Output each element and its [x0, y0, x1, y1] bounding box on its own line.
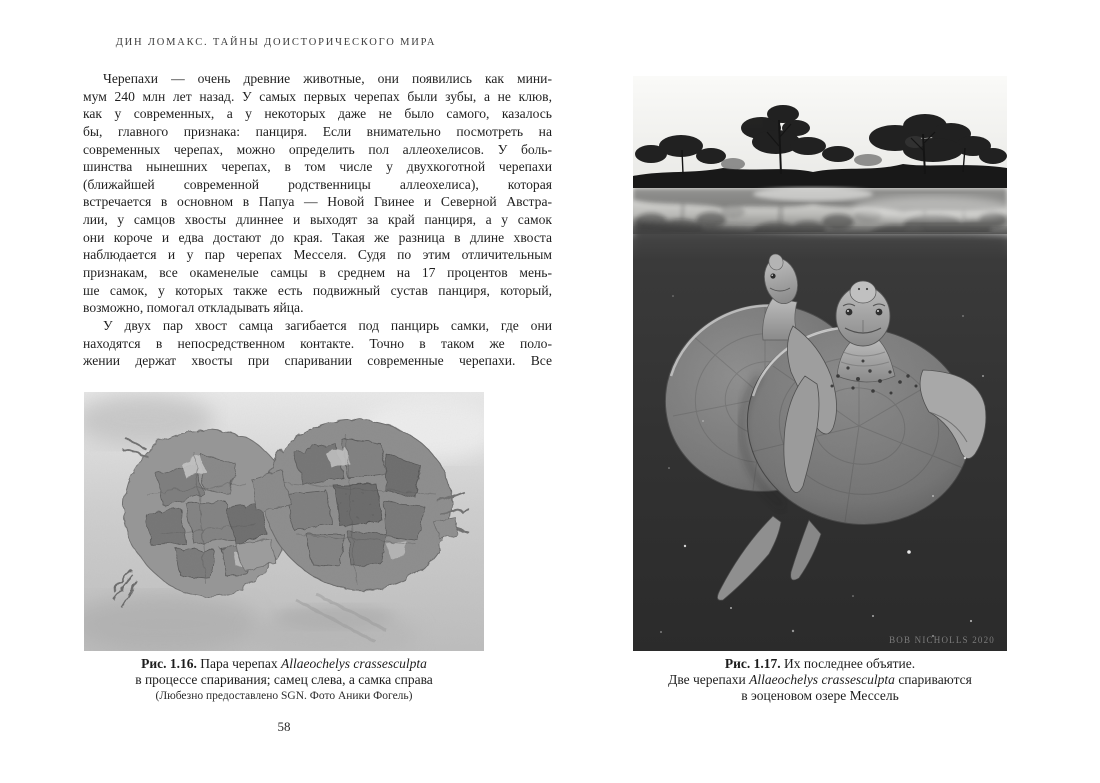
body-text-line: лии, у самцов хвосты длиннее и выходят за край панциря, а у самок: [83, 212, 552, 228]
body-text-line: жении держат хвосты при спаривании современные черепахи. Все: [83, 353, 552, 369]
figure-1-17-caption-lines: [633, 656, 1007, 704]
fossil-photo-image: [84, 392, 484, 651]
page-number: 58: [277, 719, 291, 734]
figure-1-16-caption: [84, 656, 484, 704]
figure-1-16-credit: (Любезно предоставлено SGN. Фото Аники Фогель): [155, 690, 413, 702]
caption-line: Рис. 1.16. Пара черепах Allaeochelys crassesculpta: [141, 656, 427, 671]
caption-line: Рис. 1.17. Их последнее объятие.: [724, 656, 916, 671]
body-text-line: (ближайшей современной родственницы аллеохелиса), которая: [83, 176, 552, 192]
running-header: ДИН ЛОМАКС. ТАЙНЫ ДОИСТОРИЧЕСКОГО МИРА: [115, 37, 437, 48]
body-text-line: встречается в основном в Папуа — Новой Гвинее и Северной Австра-: [83, 194, 552, 210]
body-text-line: мум 240 млн лет назад. У самых первых черепах были зубы, а не клюв,: [83, 88, 552, 104]
caption-line: Две черепахи Allaeochelys crassesculpta спариваются: [668, 672, 972, 687]
body-text-line: наблюдается и у пар черепах Месселя. Судя по этим отличительным: [83, 247, 552, 263]
body-text-line: ше самок, у которых также есть подвижный сустав панциря, который,: [83, 282, 552, 298]
caption-line: в эоценовом озере Мессель: [741, 688, 899, 703]
fossil-photo: [84, 392, 484, 651]
figure-1-17-caption: [633, 656, 1007, 704]
body-text-line: бы, главного признака: панциря. Если внимательно посмотреть на: [83, 123, 552, 139]
body-text-line: Черепахи — очень древние животные, они появились как мини-: [103, 71, 552, 86]
body-text-line: шинства нынешних черепах, в том числе у двухкоготной черепахи: [83, 159, 552, 175]
caption-line: в процессе спаривания; самец слева, а самка справа: [135, 672, 433, 687]
body-text-line: У двух пар хвост самца загибается под панцирь самки, где они: [103, 317, 552, 333]
turtle-illustration-image: [633, 76, 1007, 651]
turtle-illustration: [633, 76, 1007, 651]
body-text-line: они короче и едва достают до края. Такая же разница в длине хвоста: [83, 229, 552, 245]
body-text: [83, 70, 552, 370]
figure-1-16-caption-lines: [84, 656, 484, 688]
artist-signature: Bob Nicholls 2020: [889, 635, 995, 645]
body-text-line: современных черепах, можно определить пол аллеохелисов. У боль-: [83, 141, 552, 157]
body-text-line: находятся в непосредственном контакте. Точно в таком же поло-: [83, 335, 552, 351]
body-text-line: возможно, помогал откладывать яйца.: [83, 300, 304, 316]
body-text-line: как у современных, а у некоторых даже не было самого, казалось: [83, 106, 552, 122]
body-text-line: признакам, все окаменелые самцы в среднем на 17 процентов мень-: [83, 265, 552, 281]
